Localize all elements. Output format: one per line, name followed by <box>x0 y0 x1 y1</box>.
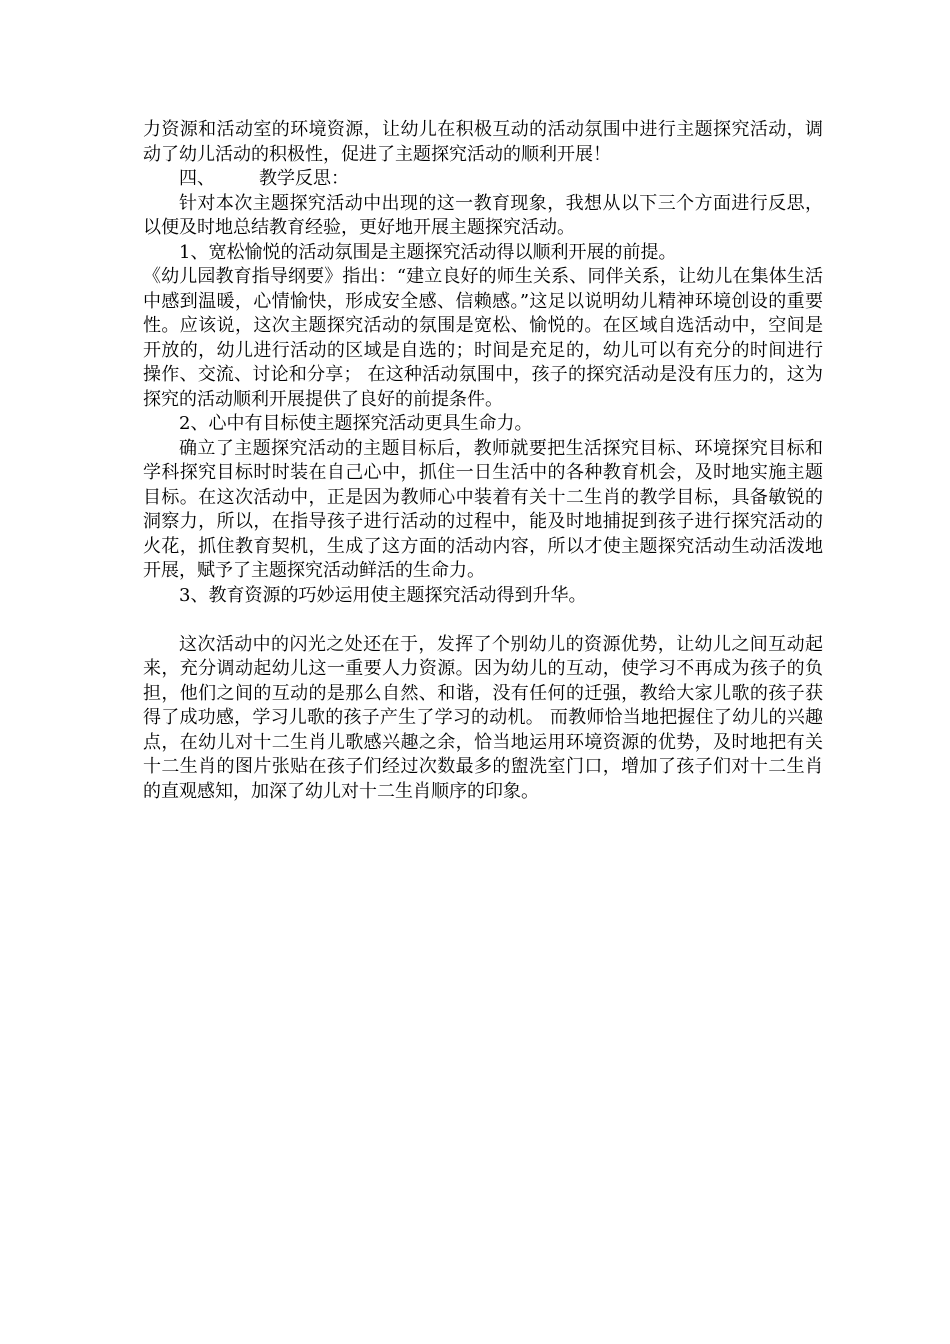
section-number: 四、 <box>179 168 215 189</box>
blank-line <box>143 608 823 633</box>
document-body <box>143 118 823 804</box>
section-heading-reflection <box>143 167 823 192</box>
subheading-2: 2、心中有目标使主题探究活动更具生命力。 <box>179 413 533 434</box>
paragraph-1: 《幼儿园教育指导纲要》指出：“建立良好的师生关系、同伴关系，让幼儿在集体生活中感到温暖，心情愉快，形成安全感、信赖感。”这足以说明幼儿精神环境创设的重要性。应该说，这次主题探究活动的氛围是宽松、愉悦的。在区域自选活动中，空间是开放的，幼儿进行活动的区域是自选的；时间是充足的，幼儿可以有充分的时间进行操作、交流、讨论和分享； 在这种活动氛围中，孩子的探究活动是没有压力的，这为探究的活动顺利开展提供了良好的前提条件。 <box>143 266 823 410</box>
paragraph-2: 确立了主题探究活动的主题目标后，教师就要把生活探究目标、环境探究目标和学科探究目标时时装在自己心中，抓住一日生活中的各种教育机会，及时地实施主题目标。在这次活动中，正是因为教师心中装着有关十二生肖的教学目标，具备敏锐的洞察力，所以，在指导孩子进行活动的过程中，能及时地捕捉到孩子进行探究活动的火花，抓住教育契机，生成了这方面的活动内容，所以才使主题探究活动生动活泼地开展，赋予了主题探究活动鲜活的生命力。 <box>143 437 823 581</box>
paragraph-intro: 针对本次主题探究活动中出现的这一教育现象，我想从以下三个方面进行反思，以便及时地总结教育经验，更好地开展主题探究活动。 <box>143 192 823 238</box>
paragraph-3: 这次活动中的闪光之处还在于，发挥了个别幼儿的资源优势，让幼儿之间互动起来，充分调动起幼儿这一重要人力资源。因为幼儿的互动，使学习不再成为孩子的负担，他们之间的互动的是那么自然、和谐，没有任何的迁强，教给大家儿歌的孩子获得了成功感，学习儿歌的孩子产生了学习的动机。 而教师恰当地把握住了幼儿的兴趣点，在幼儿对十二生肖儿歌感兴趣之余，恰当地运用环境资源的优势，及时地把有关十二生肖的图片张贴在孩子们经过次数最多的盥洗室门口，增加了孩子们对十二生肖的直观感知，加深了幼儿对十二生肖顺序的印象。 <box>143 633 823 802</box>
section-title: 教学反思： <box>259 168 349 189</box>
paragraph-continuation: 力资源和活动室的环境资源，让幼儿在积极互动的活动氛围中进行主题探究活动，调动了幼儿活动的积极性，促进了主题探究活动的顺利开展！ <box>143 119 823 165</box>
subheading-1: 1、宽松愉悦的活动氛围是主题探究活动得以顺利开展的前提。 <box>179 241 677 263</box>
subheading-3: 3、教育资源的巧妙运用使主题探究活动得到升华。 <box>179 584 587 606</box>
